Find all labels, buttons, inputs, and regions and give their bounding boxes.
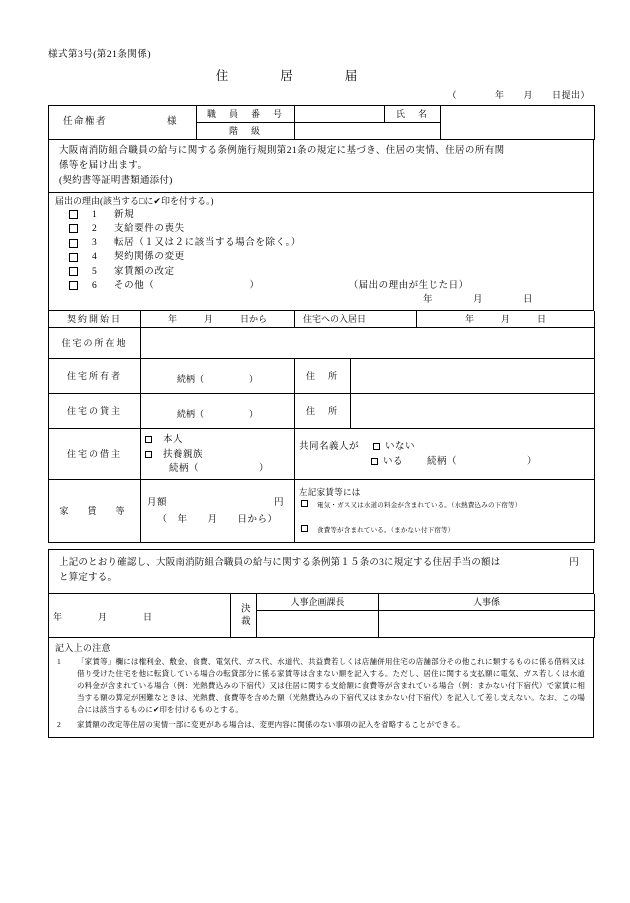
confirmation-yen-unit: 円 — [569, 558, 579, 569]
notes-cell — [49, 638, 594, 737]
confirmation-line-1: 上記のとおり確認し、大阪南消防組合職員の給与に関する条例第１５条の3に規定する住居手当の額は — [59, 558, 501, 569]
checkbox-icon[interactable] — [145, 451, 152, 458]
checkbox-icon[interactable] — [373, 443, 380, 450]
owner-label: 住宅所有者 — [49, 359, 141, 394]
reason-item-1[interactable] — [53, 208, 589, 222]
table-row — [49, 106, 595, 123]
table-row — [49, 140, 594, 193]
checkbox-icon[interactable] — [371, 458, 378, 465]
occurred-date-field[interactable]: 年 月 日 — [422, 295, 533, 306]
borrower-option-self-label: 本人 — [163, 435, 184, 446]
borrower-label: 住宅の借主 — [49, 429, 141, 480]
checkbox-icon[interactable] — [69, 253, 78, 262]
borrower-option-self[interactable] — [145, 433, 290, 448]
checkbox-icon[interactable] — [69, 210, 78, 219]
decision-col2-field[interactable] — [379, 610, 595, 637]
checkbox-icon[interactable] — [145, 436, 152, 443]
note-text: 「家賃等」欄には権利金、敷金、食費、電気代、ガス代、水道代、共益費若しくは店舗併用住宅の店舗部分その他これに類するものに係る借料又は借り受けた住宅を他に転貸している場合の転貸部分に係る家賃等は含まない額を記入する。ただし、居住に関する支払額に電気、ガス若しくは水道の料金が含まれている場合（例：光熱費込みの下宿代）又は住居に関する支給額に食費等が含まれている場合（例：まかない付下宿代）で家賃に相当する額の算定が困難なときは、光熱費、食費等を含めた額（光熱費込みの下宿代又はまかない付下宿代）を記入して差し支えない。なお、この場合には該当するものに✔印を付けるものとする。 — [77, 656, 585, 715]
contract-table — [48, 311, 595, 359]
name-field[interactable] — [441, 106, 595, 140]
note-item-2 — [53, 719, 585, 731]
identity-table — [48, 105, 595, 140]
reasons-heading: 届出の理由(該当する□に✔印を付する。) — [55, 196, 214, 207]
table-row — [49, 359, 595, 394]
joint-holder-relation-field[interactable]: 続柄（ ） — [427, 457, 538, 468]
rank-label: 階 級 — [197, 123, 295, 140]
table-row — [49, 193, 594, 310]
table-row — [49, 429, 595, 480]
reason-number: 3 — [92, 238, 98, 249]
lessor-label: 住宅の貸主 — [49, 394, 141, 429]
table-row — [49, 638, 594, 737]
reasons-table — [48, 193, 594, 310]
statement-cell — [49, 140, 594, 193]
reason-number: 4 — [92, 252, 98, 263]
contract-start-field[interactable]: 年 月 日から — [141, 311, 295, 328]
reason-number: 1 — [92, 209, 98, 220]
note-text: 家賃額の改定等住居の実情一部に変更がある場合は、変更内容に関係のない事項の記入を省略することができる。 — [77, 719, 465, 729]
rent-notes-block — [295, 480, 595, 543]
statement-attachment-note: (契約書等証明書類通添付) — [59, 175, 173, 186]
form-code: 様式第3号(第21条関係) — [48, 50, 152, 60]
decision-col1-header: 人事企画課長 — [257, 594, 379, 611]
checkbox-icon[interactable] — [69, 281, 78, 290]
appointer-cell — [49, 106, 197, 140]
lessor-address-field[interactable] — [351, 394, 595, 429]
reason-number: 6 — [92, 280, 98, 291]
checkbox-icon[interactable] — [301, 500, 308, 507]
reasons-cell — [49, 193, 594, 310]
table-row — [49, 394, 595, 429]
statement-table — [48, 140, 594, 193]
housing-address-label: 住宅の所在地 — [49, 328, 141, 359]
reason-number: 2 — [92, 223, 98, 234]
rent-amount-block — [141, 480, 295, 543]
reason-label: 家賃額の改定 — [114, 266, 175, 277]
employee-number-label: 職 員 番 号 — [197, 106, 295, 123]
statement-line-2: 係等を届け出ます。 — [59, 161, 148, 171]
lessor-relation-field[interactable]: 続柄（ ） — [141, 394, 295, 429]
reason-item-3[interactable] — [53, 236, 589, 250]
table-row — [49, 311, 595, 328]
reason-label: 契約関係の変更 — [114, 252, 185, 263]
movein-date-field[interactable]: 年 月 日 — [417, 311, 595, 328]
rank-field[interactable] — [295, 123, 441, 140]
confirmation-table — [48, 549, 594, 593]
notes-title: 記入上の注意 — [55, 642, 111, 653]
decision-col1-field[interactable] — [257, 610, 379, 637]
notes-table — [48, 638, 594, 738]
rent-note-utility[interactable] — [299, 501, 590, 511]
reason-item-5[interactable] — [53, 265, 589, 279]
note-number: 2 — [57, 719, 61, 729]
rent-label: 家 賃 等 — [49, 480, 141, 543]
movein-date-label: 住宅への入居日 — [295, 311, 417, 328]
reason-number: 5 — [92, 266, 98, 277]
confirmation-cell — [49, 550, 594, 593]
table-row — [49, 550, 594, 593]
decision-label: 決裁 — [238, 602, 249, 628]
employee-number-field[interactable] — [295, 106, 385, 123]
decision-col2-header: 人事係 — [379, 594, 595, 611]
rent-note-utility-label: 電気・ガス又は水道の料金が含まれている。（水熱費込みの下宿等） — [317, 501, 522, 509]
joint-holder-label: 共同名義人が — [299, 442, 360, 453]
reason-label: その他（ — [114, 280, 155, 291]
rent-note-meal-label: 食費等が含まれている。（まかない付下宿等） — [317, 527, 455, 535]
rent-note-title: 左記家賃等には — [299, 487, 361, 498]
reason-item-4[interactable] — [53, 250, 589, 264]
rent-note-meal[interactable] — [299, 526, 590, 536]
checkbox-icon[interactable] — [69, 224, 78, 233]
contract-start-label: 契約開始日 — [49, 311, 141, 328]
submission-date-line: （ 年 月 日提出） — [447, 90, 590, 100]
decision-table — [48, 594, 595, 638]
owner-address-label: 住 所 — [295, 359, 351, 394]
note-number: 1 — [57, 656, 61, 666]
reason-label: 新規 — [114, 209, 135, 220]
lessor-address-label: 住 所 — [295, 394, 351, 429]
confirmation-line-2: と算定する。 — [59, 573, 118, 584]
reason-item-6[interactable] — [53, 279, 589, 293]
name-label: 氏 名 — [385, 106, 441, 123]
checkbox-icon[interactable] — [301, 525, 308, 532]
joint-holder-block — [295, 429, 595, 480]
checkbox-icon[interactable] — [69, 267, 78, 276]
borrower-options — [141, 429, 295, 480]
table-row — [49, 328, 595, 359]
property-table — [48, 359, 595, 543]
reason-label: 支給要件の喪失 — [114, 223, 185, 234]
owner-relation-field[interactable]: 続柄（ ） — [141, 359, 295, 394]
appointer-honorific: 様 — [166, 117, 178, 128]
note-item-1 — [53, 656, 585, 717]
rent-yen-unit: 円 — [273, 497, 284, 508]
decision-label-cell — [231, 594, 257, 638]
joint-holder-yes-label: いる — [383, 457, 404, 468]
table-row — [49, 594, 595, 611]
reason-other-close: ） — [249, 280, 260, 291]
occurred-date-note: （届出の理由が生じた日） — [348, 280, 469, 291]
borrower-option-dependent[interactable] — [145, 448, 290, 463]
table-row — [49, 480, 595, 543]
borrower-relation-field[interactable]: 続柄（ ） — [169, 464, 270, 475]
housing-address-field[interactable] — [141, 328, 595, 359]
owner-address-field[interactable] — [351, 359, 595, 394]
checkbox-icon[interactable] — [69, 239, 78, 248]
joint-holder-no-label: いない — [385, 442, 416, 453]
borrower-option-dependent-label: 扶養親族 — [163, 449, 204, 460]
decision-date-field[interactable]: 年 月 日 — [49, 594, 231, 638]
reason-item-2[interactable] — [53, 222, 589, 236]
rent-from-date-field[interactable]: （ 年 月 日から） — [157, 514, 278, 525]
appointer-label: 任命権者 — [63, 117, 108, 128]
reason-label: 転居（１又は２に該当する場合を除く。） — [114, 238, 301, 249]
statement-line-1: 大阪南消防組合職員の給与に関する条例施行規則第21条の規定に基づき、住居の実情、住居の所有関 — [59, 146, 505, 157]
page-title: 住 居 届 — [215, 69, 367, 83]
rent-monthly-label: 月額 — [147, 497, 168, 508]
reason-other-input[interactable] — [157, 281, 246, 291]
